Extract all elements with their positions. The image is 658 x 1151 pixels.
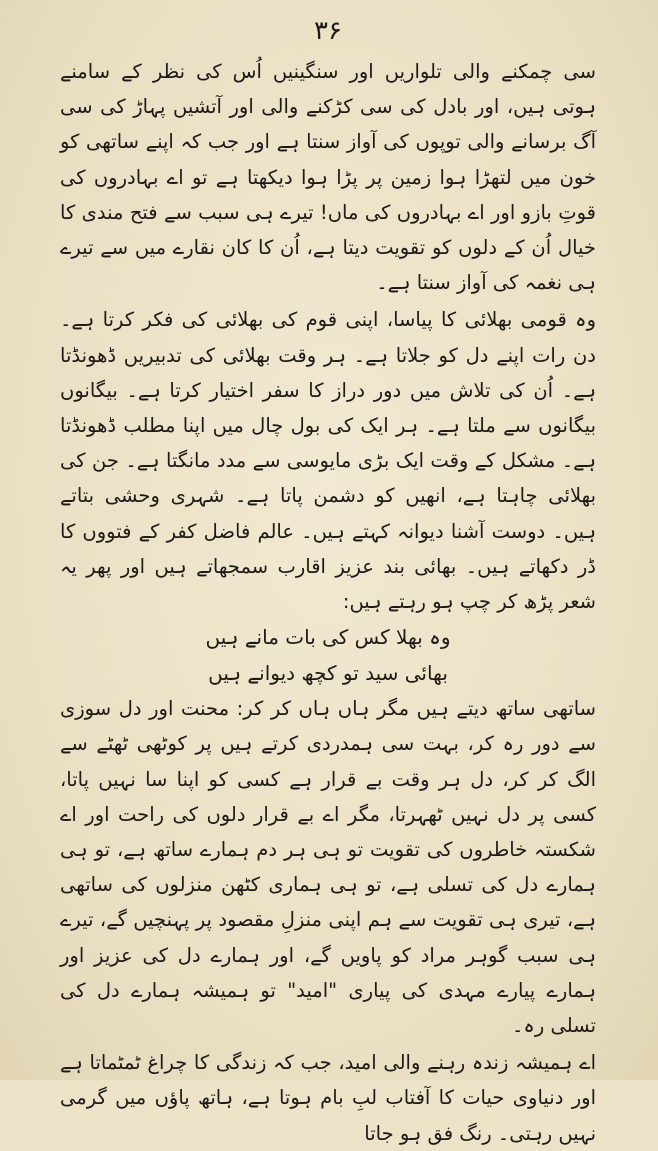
page-number: ۳۶: [314, 16, 342, 46]
couplet-line-2: بھائی سید تو کچھ دیوانے ہیں: [208, 661, 448, 686]
couplet-line-1: وہ بھلا کس کی بات مانے ہیں: [205, 625, 451, 650]
couplet: [60, 619, 596, 691]
paragraph-4: اے ہمیشہ زندہ رہنے والی امید، جب کہ زندگی کا چراغ ٹمٹماتا ہے اور دنیاوی حیات کا آفتاب لبِ بام ہوتا ہے، ہاتھ پاؤں میں گرمی نہیں رہتی۔ رنگ فق ہو جاتا: [60, 1051, 596, 1145]
paragraph-2: وہ قومی بھلائی کا پیاسا، اپنی قوم کی بھلائی کی فکر کرتا ہے۔ دن رات اپنے دل کو جلاتا ہے۔ ہر وقت بھلائی کی تدبیریں ڈھونڈتا ہے۔ اُن کی تلاش میں دور دراز کا سفر اختیار کرتا ہے۔ بیگانوں بیگانوں سے ملتا ہے۔ ہر ایک کی بول چال میں اپنا مطلب ڈھونڈتا ہے۔ مشکل کے وقت ایک بڑی مایوسی سے مدد مانگتا ہے۔ جن کی بھلائی چاہتا ہے، انھیں کو دشمن پاتا ہے۔ شہری وحشی بتاتے ہیں۔ دوست آشنا دیوانہ کہتے ہیں۔ عالم فاضل کفر کے فتووں کا ڈر دکھاتے ہیں۔ بھائی بند عزیز اقارب سمجھاتے ہیں اور پھر یہ شعر پڑھ کر چپ ہو رہتے ہیں:: [60, 308, 596, 614]
paragraph-3: ساتھی ساتھ دیتے ہیں مگر ہاں ہاں کر کر: محنت اور دل سوزی سے دور رہ کر، بہت سی ہمدردی کرتے ہیں پر کوٹھی ٹھٹے سے الگ کر کر، دل ہر وقت بے قرار ہے کسی کو اپنا سا نہیں پاتا، کسی پر دل نہیں ٹھہرتا، مگر اے بے قرار دلوں کی راحت اور اے شکستہ خاطروں کی تقویت تو ہی ہر دم ہمارے ساتھ ہے، تو ہی ہمارے دل کی تسلی ہے، تو ہی ہماری کٹھن منزلوں کی ساتھی ہے، تیری ہی تقویت سے ہم اپنی منزلِ مقصود پر پہنچیں گے، تیرے ہی سبب گوہر مراد کو پاویں گے، اور ہمارے دل کی عزیز اور ہمارے پیارے مہدی کی پیاری "امید" تو ہمیشہ ہمارے دل کی تسلی رہ۔: [60, 697, 596, 1038]
paragraph-1: سی چمکنے والی تلواریں اور سنگینیں اُس کی نظر کے سامنے ہوتی ہیں، اور بادل کی سی کڑکنے والی اور آتشیں پہاڑ کی سی آگ برسانے والی توپوں کی آواز سنتا ہے اور جب کہ اپنے ساتھی کو خون میں لتھڑا ہوا زمین پر پڑا ہوا دیکھتا ہے تو اے بہادروں کی قوتِ بازو اور اے بہادروں کی ماں! تیرے ہی سبب سے فتح مندی کا خیال اُن کے دلوں کو تقویت دیتا ہے، اُن کا کان نقارے میں سے تیرے ہی نغمہ کی آواز سنتا ہے۔: [60, 60, 596, 295]
